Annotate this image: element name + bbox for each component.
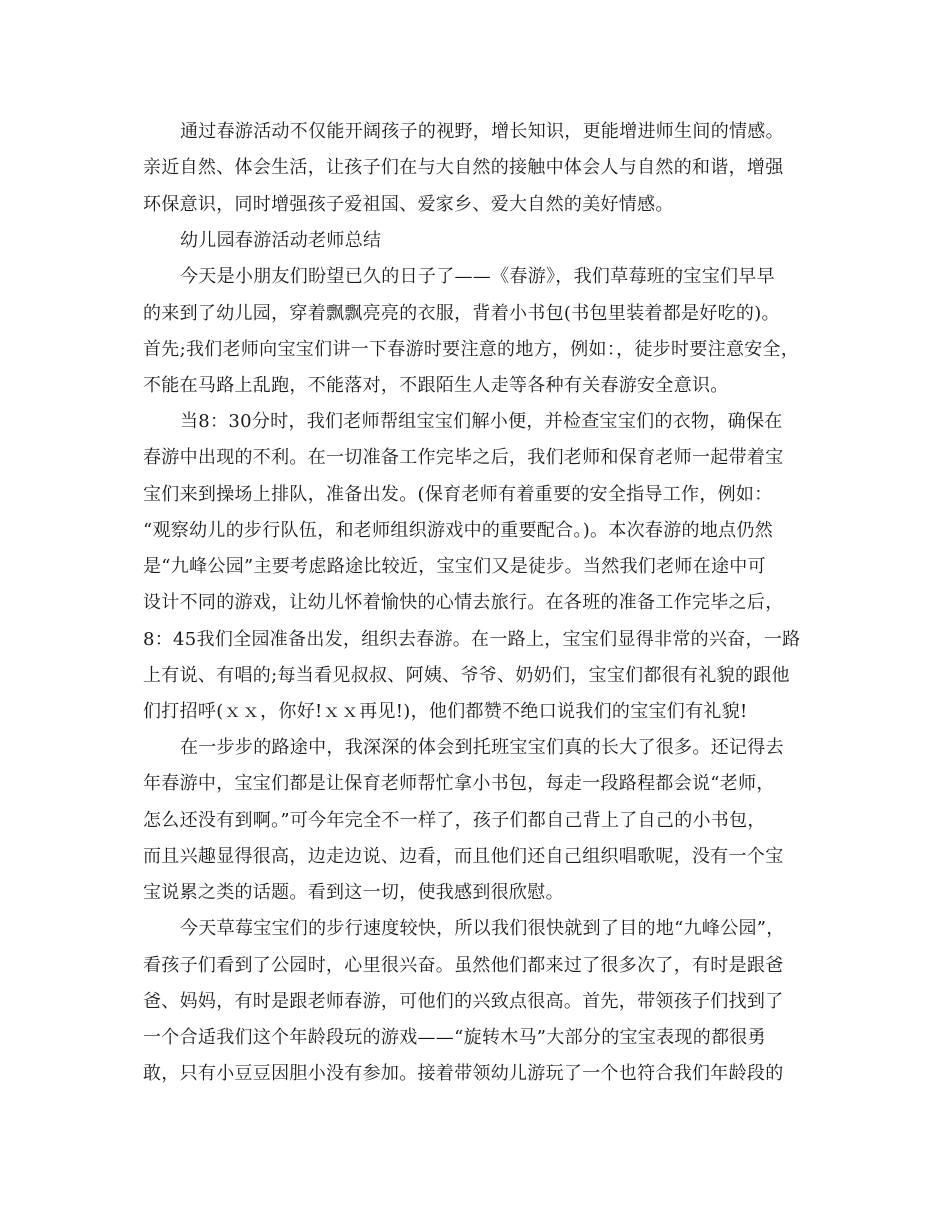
text-line: 亲近自然、体会生活，让孩子们在与大自然的接触中体会人与自然的和谐，增强 bbox=[143, 157, 784, 178]
text-line: 今天是小朋友们盼望已久的日子了——《春游》，我们草莓班的宝宝们早早 bbox=[180, 266, 775, 287]
text-line: 环保意识，同时增强孩子爱祖国、爱家乡、爱大自然的美好情感。 bbox=[143, 194, 674, 215]
text-line: 首先;我们老师向宝宝们讲一下春游时要注意的地方，例如：，徒步时要注意安全， bbox=[143, 339, 800, 360]
text-line: 爸、妈妈，有时是跟老师春游，可他们的兴致点很高。首先，带领孩子们找到了 bbox=[143, 991, 784, 1012]
text-line: 上有说、有唱的;每当看见叔叔、阿姨、爷爷、奶奶们，宝宝们都很有礼貌的跟他 bbox=[143, 665, 790, 686]
text-line: 宝说累之类的话题。看到这一切，使我感到很欣慰。 bbox=[143, 882, 564, 903]
text-line: 的来到了幼儿园，穿着飘飘亮亮的衣服，背着小书包(书包里装着都是好吃的)。 bbox=[143, 303, 780, 324]
text-line: “观察幼儿的步行队伍，和老师组织游戏中的重要配合。)。本次春游的地点仍然 bbox=[143, 520, 774, 541]
text-line: 春游中出现的不利。在一切准备工作完毕之后，我们老师和保育老师一起带着宝 bbox=[143, 447, 784, 468]
text-line: 年春游中，宝宝们都是让保育老师帮忙拿小书包，每走一段路程都会说“老师， bbox=[143, 773, 775, 794]
section-heading: 幼儿园春游活动老师总结 bbox=[180, 230, 382, 251]
text-line: 8：45我们全园准备出发，组织去春游。在一路上，宝宝们显得非常的兴奋，一路 bbox=[143, 629, 801, 650]
text-line: 一个合适我们这个年龄段玩的游戏——“旋转木马”大部分的宝宝表现的都很勇 bbox=[143, 1027, 766, 1048]
text-line: 设计不同的游戏，让幼儿怀着愉快的心情去旅行。在各班的准备工作完毕之后， bbox=[143, 592, 784, 613]
text-line: 怎么还没有到啊。”可今年完全不一样了，孩子们都自己背上了自己的小书包， bbox=[143, 810, 766, 831]
text-line: 们打招呼(ｘｘ，你好!ｘｘ再见!)，他们都赞不绝口说我们的宝宝们有礼貌! bbox=[143, 701, 748, 722]
text-line: 看孩子们看到了公园时，心里很兴奋。虽然他们都来过了很多次了，有时是跟爸 bbox=[143, 955, 784, 976]
text-line: 宝们来到操场上排队，准备出发。(保育老师有着重要的安全指导工作，例如： bbox=[143, 484, 773, 505]
text-line: 当8：30分时，我们老师帮组宝宝们解小便，并检查宝宝们的衣物，确保在 bbox=[180, 411, 783, 432]
text-line: 通过春游活动不仅能开阔孩子的视野，增长知识，更能增进师生间的情感。 bbox=[180, 121, 784, 142]
text-line: 在一步步的路途中，我深深的体会到托班宝宝们真的长大了很多。还记得去 bbox=[180, 737, 784, 758]
text-line: 今天草莓宝宝们的步行速度较快，所以我们很快就到了目的地“九峰公园”， bbox=[180, 918, 785, 939]
text-line: 而且兴趣显得很高，边走边说、边看，而且他们还自己组织唱歌呢，没有一个宝 bbox=[143, 846, 784, 867]
text-line: 不能在马路上乱跑，不能落对，不跟陌生人走等各种有关春游安全意识。 bbox=[143, 375, 729, 396]
text-line: 敢，只有小豆豆因胆小没有参加。接着带领幼儿游玩了一个也符合我们年龄段的 bbox=[143, 1063, 784, 1084]
text-line: 是“九峰公园”主要考虑路途比较近，宝宝们又是徒步。当然我们老师在途中可 bbox=[143, 556, 766, 577]
